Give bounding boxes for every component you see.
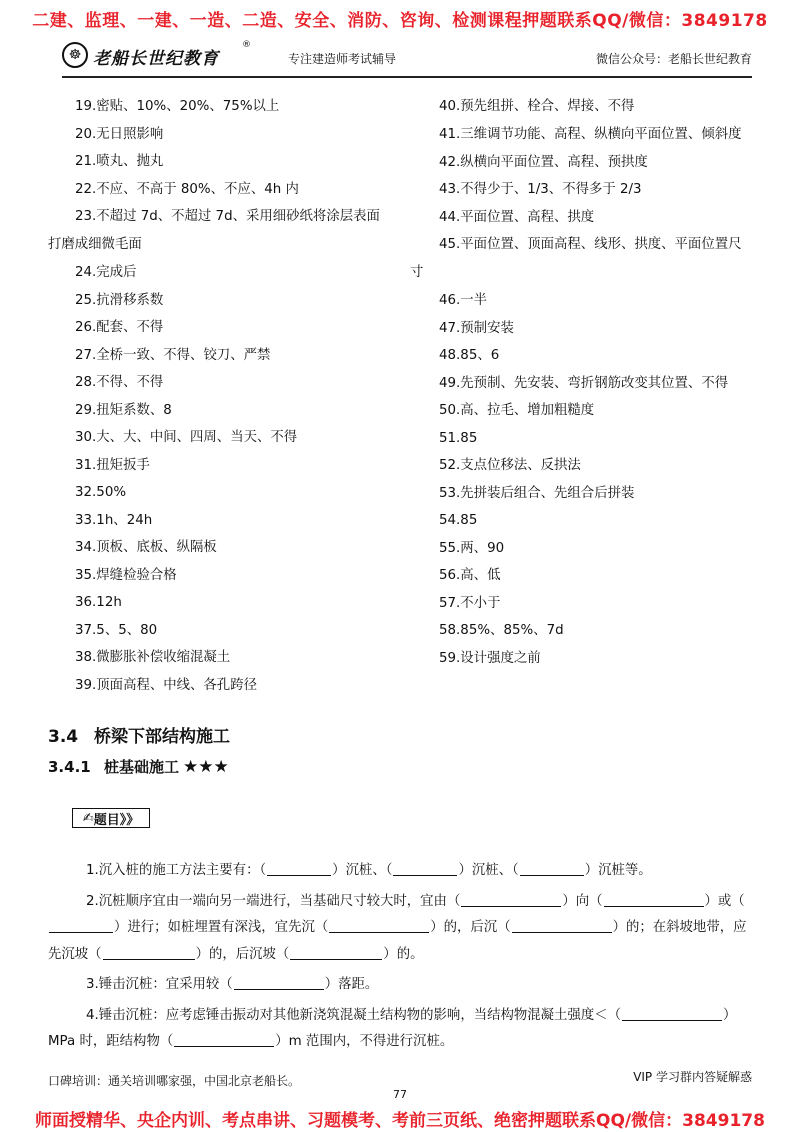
question-item: 3.锤击沉桩：宜采用较（ ）落距。 [48,972,756,999]
footer-slogan: 口碑培训：通关培训哪家强，中国北京老船长。 [48,1074,301,1088]
answer-item: 57.不小于 [439,595,501,611]
question-item: 4.锤击沉桩：应考虑锤击振动对其他新浇筑混凝土结构物的影响，当结构物混凝土强度＜（ ）MPa 时，距结构物（ ）m 范围内，不得进行沉桩。 [48,1003,756,1056]
question-text: 或 [717,893,732,909]
answer-item: 45.平面位置、顶面高程、线形、拱度、平面位置尺寸 [410,237,742,280]
answer-blank[interactable] [267,860,331,876]
ship-wheel-icon: ☸ [62,42,88,68]
answers-left-column [48,93,384,699]
question-text: 的，后沉坡 [208,946,276,962]
section-heading [48,722,230,747]
page-number: 77 [393,1088,407,1101]
answer-item: 50.高、拉毛、增加粗糙度 [439,403,595,418]
pen-icon: ✍ [82,810,94,826]
answer-blank[interactable] [49,917,113,933]
footer-vip-note: VIP 学习群内答疑解惑 [633,1070,752,1084]
answer-item: 39.顶面高程、中线、各孔跨径 [75,677,257,693]
answer-blank[interactable] [290,944,382,960]
answer-blank[interactable] [520,860,584,876]
answer-item: 31.扭矩扳手 [75,457,150,473]
header-wechat: 微信公众号：老船长世纪教育 [595,52,752,66]
answer-item: 52.支点位移法、反拱法 [439,458,581,473]
question-text: MPa 时，距结构物 [48,1034,160,1049]
answer-item: 46.一半 [439,293,488,308]
question-item: 2.沉桩顺序宜由一端向另一端进行，当基础尺寸较大时，宜由（ ）向（ ）或（）进行；如桩埋置有深浅，宜先沉（ ）的，后沉（ ）的；在斜坡地带，应先沉坡（ ）的，后沉坡（ ）的。 [48,889,756,969]
answer-item: 47.预制安装 [439,320,514,336]
answer-item: 41.三维调节功能、高程、纵横向平面位置、倾斜度 [439,126,742,142]
registered-mark: ® [242,40,251,50]
answer-item: 36.12h [75,595,122,610]
answer-item: 44.平面位置、高程、拱度 [439,209,595,225]
answer-blank[interactable] [393,860,457,876]
answers-right-column [410,93,750,672]
section-title: 桥梁下部结构施工 [94,727,230,747]
answer-item: 26.配套、不得 [75,320,164,335]
answer-item: 33.1h、24h [75,512,153,528]
bottom-promo-banner: 师面授精华、央企内训、考点串讲、习题模考、考前三页纸、绝密押题联系QQ/微信：3849178 [35,1111,765,1131]
answer-blank[interactable] [234,974,324,990]
subsection-heading [48,756,229,777]
answer-item: 53.先拼装后组合、先组合后拼装 [439,485,635,501]
answer-item: 55.两、90 [439,540,505,556]
answer-blank[interactable] [174,1031,274,1047]
answer-item: 22.不应、不高于 80%、不应、4h 内 [75,181,299,197]
answer-item: 38.微膨胀补偿收缩混凝土 [75,650,231,665]
question-text: 进行；如桩埋置有深浅，宜先沉 [127,920,315,935]
answer-item: 42.纵横向平面位置、高程、预拱度 [439,154,648,170]
answer-item: 56.高、低 [439,568,501,583]
question-text: 沉桩等。 [598,863,652,878]
answer-item: 19.密贴、10%、20%、75%以上 [75,99,280,114]
subsection-number: 3.4.1 [48,758,91,776]
answer-blank[interactable] [604,891,704,907]
answer-item: 51.85 [439,430,478,446]
question-list [48,858,756,1060]
question-text: 落距。 [338,977,379,992]
subsection-title: 桩基础施工 [104,758,180,776]
answer-blank[interactable] [103,944,195,960]
answer-item: 25.抗滑移系数 [75,292,164,308]
answer-item: 37.5、5、80 [75,622,158,638]
answer-item: 35.焊缝检验合格 [75,567,177,583]
header-tagline: 专注建造师考试辅导 [288,52,397,66]
answer-item: 29.扭矩系数、8 [75,402,172,418]
answer-blank[interactable] [461,891,561,907]
top-promo-banner: 二建、监理、一建、一造、二造、安全、消防、咨询、检测课程押题联系QQ/微信：3849178 [32,11,768,31]
question-text: 沉桩、 [345,863,386,878]
answer-item: 28.不得、不得 [75,375,164,390]
page-header [62,40,752,78]
answer-item: 40.预先组拼、栓合、焊接、不得 [439,99,635,114]
answer-item: 32.50% [75,485,127,500]
question-text: 的。 [396,946,424,962]
answer-blank[interactable] [329,917,429,933]
answer-item: 48.85、6 [439,348,500,363]
section-number: 3.4 [48,727,79,747]
question-text: 2.沉桩顺序宜由一端向另一端进行，当基础尺寸较大时，宜由 [86,893,447,909]
question-badge [72,808,150,828]
answer-item: 30.大、大、中间、四周、当天、不得 [75,430,298,445]
answer-item: 23.不超过 7d、不超过 7d、采用细砂纸将涂层表面打磨成细微毛面 [48,209,380,252]
answer-item: 24.完成后 [75,265,137,280]
difficulty-stars: ★★★ [183,757,229,777]
answer-item: 54.85 [439,513,478,528]
question-text: 4.锤击沉桩：应考虑锤击振动对其他新浇筑混凝土结构物的影响，当结构物混凝土强度＜ [86,1007,608,1023]
question-text: 的，后沉 [443,920,498,935]
answer-blank[interactable] [622,1005,722,1021]
answer-item: 27.全桥一致、不得、铰刀、严禁 [75,347,271,363]
question-text: m 范围内，不得进行沉桩。 [288,1034,454,1049]
answer-item: 49.先预制、先安装、弯折钢筋改变其位置、不得 [439,375,729,391]
question-label: 题目》》 [93,812,140,828]
answer-item: 59.设计强度之前 [439,650,541,666]
question-text: 的；在斜坡地带，应先沉坡 [48,920,747,962]
question-item: 1.沉入桩的施工方法主要有：（ ）沉桩、（ ）沉桩、（ ）沉桩等。 [48,858,756,885]
question-text: 3.锤击沉桩：宜采用较 [86,977,220,992]
answer-item: 58.85%、85%、7d [439,623,564,638]
answer-item: 20.无日照影响 [75,126,164,142]
answer-item: 34.顶板、底板、纵隔板 [75,540,217,555]
question-text: 向 [575,893,590,909]
answer-item: 43.不得少于、1/3、不得多于 2/3 [439,182,642,197]
question-text: 1.沉入桩的施工方法主要有： [86,863,260,878]
logo-text: 老船长世纪教育 [93,49,219,69]
question-text: 沉桩、 [471,863,512,878]
answer-item: 21.喷丸、抛丸 [75,154,164,169]
answer-blank[interactable] [512,917,612,933]
